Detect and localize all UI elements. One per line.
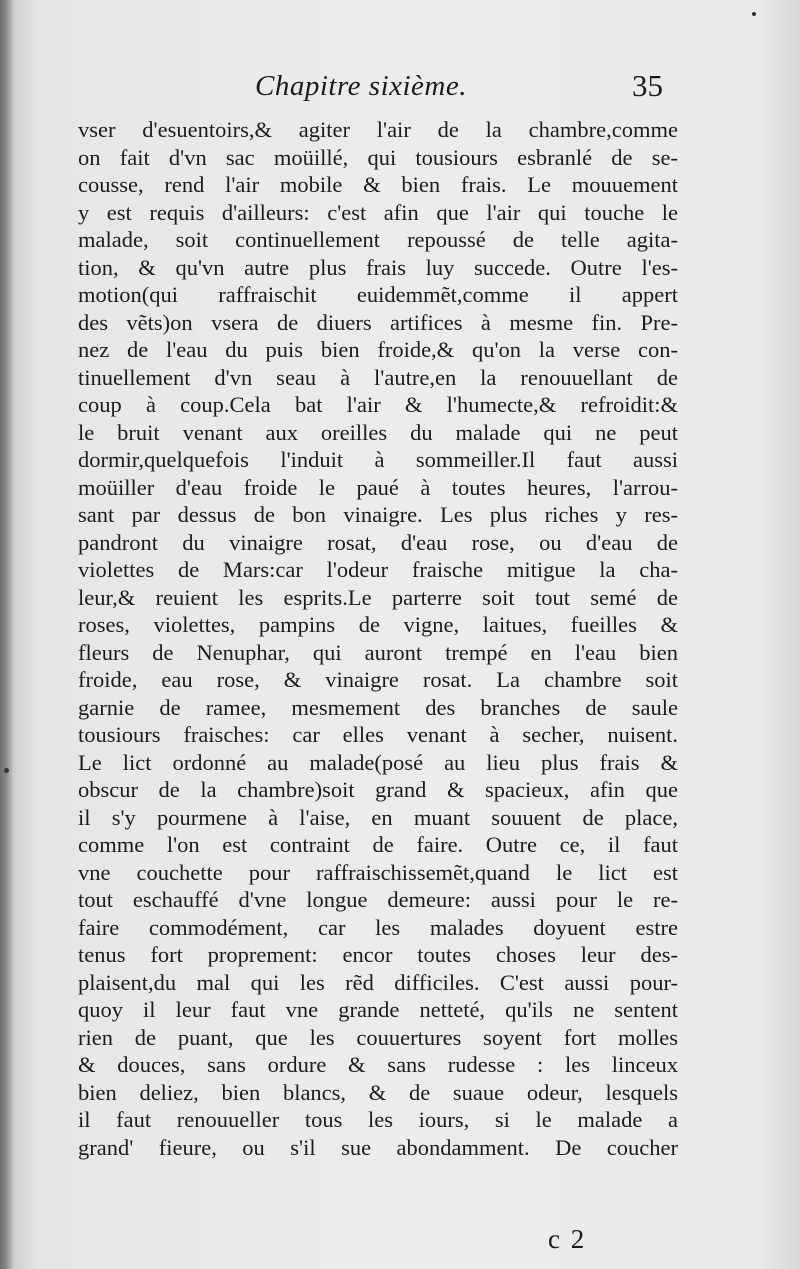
running-head: Chapitre sixième.	[255, 70, 467, 102]
page-number: 35	[632, 68, 663, 103]
text-line: violettes de Mars:car l'odeur fraische mitigue la cha-	[78, 557, 678, 582]
text-line: pandront du vinaigre rosat, d'eau rose, ou d'eau de	[78, 529, 678, 555]
text-line: tout eschauffé d'vne longue demeure: aussi pour le re-	[78, 887, 678, 912]
text-line: rien de puant, que les couuertures soyent fort molles	[78, 1024, 678, 1050]
text-line: moüiller d'eau froide le paué à toutes heures, l'arrou-	[78, 474, 678, 500]
body-text	[78, 116, 678, 1161]
text-line: le bruit venant aux oreilles du malade qui ne peut	[78, 419, 678, 445]
text-line: vser d'esuentoirs,& agiter l'air de la chambre,comme	[78, 117, 678, 142]
text-line: coup à coup.Cela bat l'air & l'humecte,& refroidit:&	[78, 392, 678, 417]
text-line: grand' fieure, ou s'il sue abondamment. De coucher	[78, 1134, 678, 1160]
text-line: froide, eau rose, & vinaigre rosat. La chambre soit	[78, 667, 678, 692]
text-line: leur,& reuient les esprits.Le parterre soit tout semé de	[78, 584, 678, 610]
text-line: malade, soit continuellement repoussé de telle agita-	[78, 227, 678, 252]
text-line: tousiours fraisches: car elles venant à secher, nuisent.	[78, 722, 678, 747]
text-line: roses, violettes, pampins de vigne, laitues, fueilles &	[78, 612, 678, 637]
signature-mark: c 2	[548, 1224, 587, 1254]
text-line: quoy il leur faut vne grande netteté, qu'ils ne sentent	[78, 997, 678, 1022]
text-line: faire commodément, car les malades doyuent estre	[78, 914, 678, 940]
text-line: nez de l'eau du puis bien froide,& qu'on la verse con-	[78, 337, 678, 362]
text-line: comme l'on est contraint de faire. Outre ce, il faut	[78, 832, 678, 857]
ink-speck	[4, 768, 9, 773]
text-line: Le lict ordonné au malade(posé au lieu plus frais &	[78, 749, 678, 775]
text-line: tion, & qu'vn autre plus frais luy succede. Outre l'es-	[78, 254, 678, 280]
text-line: bien deliez, bien blancs, & de suaue odeur, lesquels	[78, 1079, 678, 1105]
text-line: sant par dessus de bon vinaigre. Les plus riches y res-	[78, 502, 678, 527]
text-line: y est requis d'ailleurs: c'est afin que l'air qui touche le	[78, 199, 678, 225]
text-line: cousse, rend l'air mobile & bien frais. Le mouuement	[78, 172, 678, 197]
text-line: on fait d'vn sac moüillé, qui tousiours esbranlé de se-	[78, 144, 678, 170]
text-line: & douces, sans ordure & sans rudesse : les linceux	[78, 1052, 678, 1077]
text-line: garnie de ramee, mesmement des branches de saule	[78, 694, 678, 720]
text-line: il s'y pourmene à l'aise, en muant souuent de place,	[78, 804, 678, 830]
text-line: dormir,quelquefois l'induit à sommeiller.Il faut aussi	[78, 447, 678, 472]
text-line: plaisent,du mal qui les rẽd difficiles. C'est aussi pour-	[78, 969, 678, 995]
text-line: il faut renouueller tous les iours, si le malade a	[78, 1107, 678, 1132]
page-gutter-shadow	[0, 0, 14, 1269]
page-header	[0, 68, 800, 112]
text-line: obscur de la chambre)soit grand & spacieux, afin que	[78, 777, 678, 802]
text-line: motion(qui raffraischit euidemmẽt,comme il appert	[78, 282, 678, 307]
text-line: vne couchette pour raffraischissemẽt,quand le lict est	[78, 859, 678, 885]
text-line: des vẽts)on vsera de diuers artifices à mesme fin. Pre-	[78, 309, 678, 335]
text-line: tinuellement d'vn seau à l'autre,en la renouuellant de	[78, 364, 678, 390]
text-line: fleurs de Nenuphar, qui auront trempé en l'eau bien	[78, 639, 678, 665]
text-line: tenus fort proprement: encor toutes choses leur des-	[78, 942, 678, 967]
ink-speck	[752, 12, 756, 16]
